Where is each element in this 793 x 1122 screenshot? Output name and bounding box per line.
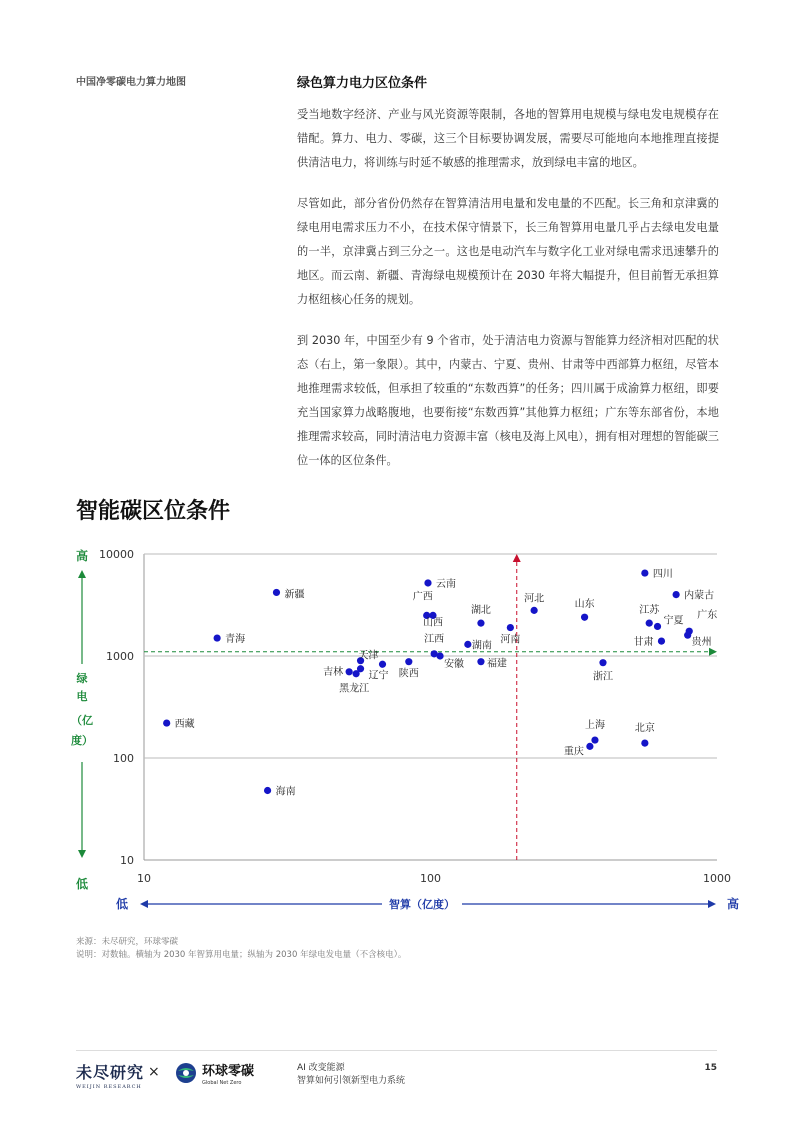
data-point (654, 623, 661, 630)
data-point (346, 668, 353, 675)
point-label: 重庆 (563, 746, 584, 758)
scatter-chart (60, 540, 750, 930)
point-label: 黑龙江 (339, 683, 370, 695)
point-label: 福建 (486, 658, 507, 670)
point-label: 湖北 (470, 605, 491, 617)
data-point (586, 743, 593, 750)
point-label: 贵州 (691, 637, 712, 649)
point-label: 山西 (422, 617, 443, 629)
arrow-right-icon (708, 900, 716, 908)
publication-line: AI 改变能源 (297, 1063, 345, 1073)
paragraph: 受当地数字经济、产业与风光资源等限制，各地的智算用电规模与绿电发电规模存在错配。算力、电力、零碳，这三个目标要协调发展，需要尽可能地向本地推理直接提供清洁电力，将训练与时延不敏感的推理需求，放到绿电丰富的地区。 (297, 108, 719, 169)
page-number: 15 (704, 1063, 717, 1073)
data-point (357, 665, 364, 672)
point-label: 吉林 (323, 666, 344, 678)
threshold-arrow-up-icon (513, 554, 521, 562)
threshold-arrow-right-icon (709, 648, 717, 656)
gnz-logo-sub: Global Net Zero (202, 1080, 242, 1086)
y-low-label: 低 (75, 877, 89, 891)
point-label: 青海 (225, 634, 246, 646)
source-note (76, 936, 406, 962)
point-label: 四川 (652, 569, 673, 581)
point-label: 天津 (358, 650, 379, 662)
chart-heading: 智能碳区位条件 (76, 499, 231, 524)
point-label: 上海 (584, 720, 605, 732)
point-label: 宁夏 (663, 615, 684, 627)
point-label: 江西 (424, 633, 445, 645)
point-label: 新疆 (284, 589, 305, 601)
x-tick-label: 1000 (703, 872, 731, 885)
data-point (641, 569, 648, 576)
weijin-logo-sub: WEIJIN RESEARCH (76, 1084, 142, 1090)
arrow-down-icon (78, 850, 86, 858)
x-tick-label: 100 (420, 872, 441, 885)
data-point (531, 607, 538, 614)
y-tick-label: 10 (120, 854, 134, 867)
data-point (273, 589, 280, 596)
data-point (436, 652, 443, 659)
y-axis-label: 度） (71, 734, 93, 747)
point-label: 内蒙古 (684, 590, 715, 602)
data-point (658, 637, 665, 644)
data-point (599, 659, 606, 666)
section-title: 绿色算力电力区位条件 (297, 76, 428, 91)
data-point (477, 620, 484, 627)
gnz-logo-text: 环球零碳 (202, 1064, 255, 1079)
y-axis-label: 绿 (76, 672, 88, 685)
point-label: 湖南 (471, 640, 492, 652)
point-label: 云南 (435, 578, 456, 590)
x-tick-label: 10 (137, 872, 151, 885)
note-line: 说明：对数轴。横轴为 2030 年智算用电量；纵轴为 2030 年绿电发电量（不含核电）。 (76, 950, 407, 960)
y-high-label: 高 (75, 549, 89, 563)
data-point (673, 591, 680, 598)
publication-subtitle: 智算如何引领新型电力系统 (297, 1076, 406, 1086)
y-tick-label: 1000 (106, 650, 134, 663)
body-text (297, 103, 719, 490)
weijin-logo-text: 未尽研究 (76, 1063, 145, 1082)
point-label: 北京 (634, 723, 655, 735)
y-axis-label: （亿 (71, 714, 93, 727)
data-point (214, 634, 221, 641)
data-point (641, 739, 648, 746)
data-point (405, 658, 412, 665)
point-label: 海南 (275, 786, 296, 798)
point-label: 安徽 (444, 659, 465, 670)
point-label: 浙江 (592, 671, 613, 683)
data-point (464, 641, 471, 648)
data-point (264, 787, 271, 794)
paragraph: 到 2030 年，中国至少有 9 个省市，处于清洁电力资源与智能算力经济相对匹配的状态（右上，第一象限）。其中，内蒙古、宁夏、贵州、甘肃等中西部算力枢纽，尽管本地推理需求较低，但承担了较重的“东数西算”的任务；四川属于成渝算力枢纽，即要充当国家算力战略腹地，也要衔接“东数西算”其他算力枢纽；广东等东部省份，本地推理需求较高，同时清洁电力资源丰富（核电及海上风电），拥有相对理想的智能碳三位一体的区位条件。 (297, 334, 719, 467)
data-point (646, 620, 653, 627)
data-point (581, 614, 588, 621)
point-label: 广东 (697, 610, 718, 622)
data-point (424, 579, 431, 586)
point-label: 陕西 (398, 668, 419, 680)
data-point (591, 736, 598, 743)
times-sign: × (148, 1064, 160, 1080)
y-tick-label: 100 (113, 752, 134, 765)
point-label: 广西 (412, 591, 433, 603)
point-label: 辽宁 (368, 670, 389, 682)
data-point (163, 719, 170, 726)
point-label: 河南 (500, 634, 521, 646)
y-tick-label: 10000 (99, 548, 134, 561)
point-label: 甘肃 (633, 637, 654, 649)
x-low-label: 低 (115, 897, 129, 911)
x-high-label: 高 (726, 897, 740, 911)
point-label: 江苏 (639, 605, 660, 617)
publication-title (297, 1062, 405, 1088)
data-point (477, 658, 484, 665)
point-label: 山东 (574, 599, 595, 611)
weijin-logo (76, 1060, 144, 1090)
x-axis-label: 智算（亿度） (389, 898, 455, 911)
source-line: 来源：未尽研究，环球零碳 (76, 937, 179, 947)
footer-rule (76, 1050, 717, 1051)
paragraph: 尽管如此，部分省份仍然存在智算清洁用电量和发电量的不匹配。长三角和京津冀的绿电用电需求压力不小，在技术保守情景下，长三角智算用电量几乎占去绿电发电量的一半，京津冀占到三分之一。这也是电动汽车与数字化工业对绿电需求迅速攀升的地区。而云南、新疆、青海绿电规模预计在 2030 年将大幅提升，但目前暂无承担算力枢纽核心任务的规划。 (297, 197, 719, 306)
point-label: 西藏 (174, 719, 195, 731)
y-axis-label: 电 (76, 690, 88, 703)
data-point (507, 624, 514, 631)
running-header: 中国净零碳电力算力地图 (76, 77, 186, 88)
data-point (379, 661, 386, 668)
global-net-zero-logo (175, 1060, 254, 1086)
point-label: 河北 (524, 593, 545, 605)
globe-icon (175, 1062, 197, 1084)
data-point (684, 632, 691, 639)
